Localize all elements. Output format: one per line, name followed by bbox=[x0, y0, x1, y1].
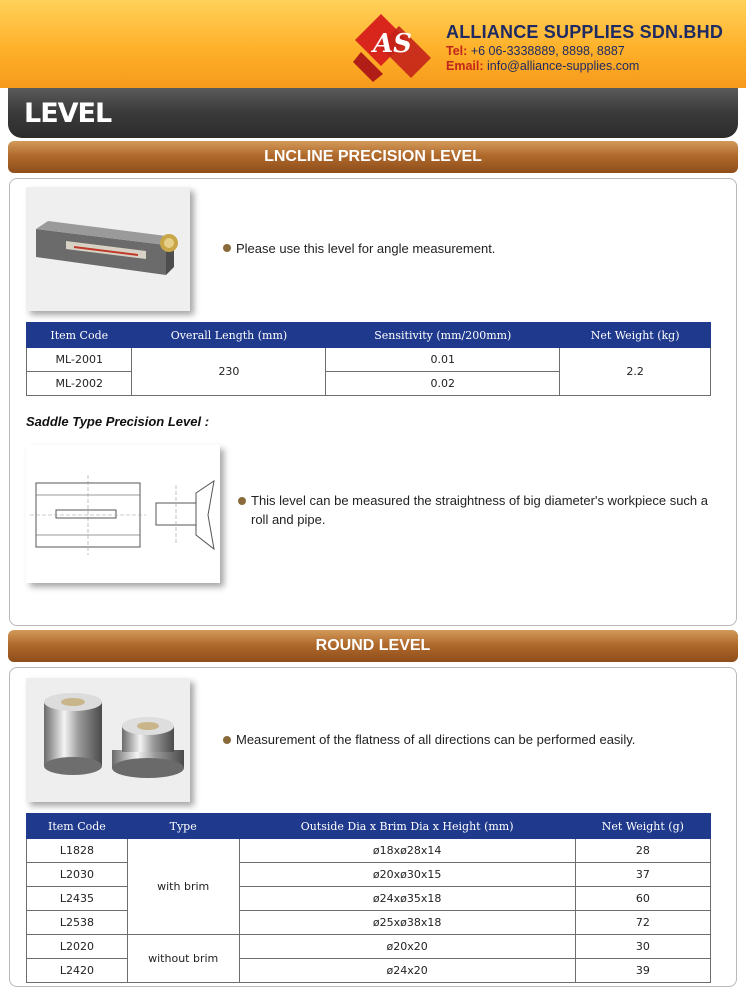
dims-cell: ø24xø35x18 bbox=[239, 887, 575, 911]
col-overall-length: Overall Length (mm) bbox=[132, 323, 326, 348]
col-net-weight: Net Weight (kg) bbox=[560, 323, 711, 348]
table-row bbox=[27, 839, 711, 863]
bullet-dot bbox=[238, 497, 246, 505]
company-logo bbox=[353, 12, 437, 82]
item-code-cell: L1828 bbox=[27, 839, 128, 863]
table-header-row bbox=[27, 323, 711, 348]
type-cell: with brim bbox=[127, 839, 239, 935]
weight-cell: 37 bbox=[575, 863, 710, 887]
dims-cell: ø20x20 bbox=[239, 935, 575, 959]
col-dimensions: Outside Dia x Brim Dia x Height (mm) bbox=[239, 814, 575, 839]
item-code-cell: ML-2001 bbox=[27, 348, 132, 372]
dims-cell: ø20xø30x15 bbox=[239, 863, 575, 887]
dims-cell: ø25xø38x18 bbox=[239, 911, 575, 935]
contact-email bbox=[446, 59, 639, 73]
col-item-code: Item Code bbox=[27, 814, 128, 839]
sensitivity-cell: 0.01 bbox=[326, 348, 560, 372]
dims-cell: ø18xø28x14 bbox=[239, 839, 575, 863]
item-code-cell: L2020 bbox=[27, 935, 128, 959]
logo-text: AS bbox=[373, 29, 412, 59]
incline-level-photo bbox=[26, 187, 190, 311]
round-level-photo bbox=[26, 678, 190, 802]
length-cell: 230 bbox=[132, 348, 326, 396]
section-title-incline: LNCLINE PRECISION LEVEL bbox=[8, 141, 738, 173]
type-cell: without brim bbox=[127, 935, 239, 983]
email-label: Email: bbox=[446, 59, 484, 73]
tel-value: +6 06-3338889, 8898, 8887 bbox=[470, 44, 625, 58]
sensitivity-cell: 0.02 bbox=[326, 372, 560, 396]
table-row bbox=[27, 935, 711, 959]
item-code-cell: ML-2002 bbox=[27, 372, 132, 396]
weight-cell: 72 bbox=[575, 911, 710, 935]
item-code-cell: L2030 bbox=[27, 863, 128, 887]
saddle-type-title: Saddle Type Precision Level : bbox=[26, 414, 210, 429]
weight-cell: 30 bbox=[575, 935, 710, 959]
col-sensitivity: Sensitivity (mm/200mm) bbox=[326, 323, 560, 348]
col-item-code: Item Code bbox=[27, 323, 132, 348]
bullet-dot bbox=[223, 736, 231, 744]
page-title: LEVEL bbox=[24, 98, 112, 129]
weight-cell: 39 bbox=[575, 959, 710, 983]
company-name: ALLIANCE SUPPLIES SDN.BHD bbox=[446, 22, 724, 42]
round-spec-table bbox=[26, 813, 711, 983]
page-title-bar bbox=[8, 88, 738, 138]
tel-label: Tel: bbox=[446, 44, 468, 58]
saddle-level-drawing bbox=[26, 445, 220, 583]
incline-spec-table bbox=[26, 322, 711, 396]
weight-cell: 28 bbox=[575, 839, 710, 863]
table-row bbox=[27, 348, 711, 372]
col-net-weight: Net Weight (g) bbox=[575, 814, 710, 839]
item-code-cell: L2435 bbox=[27, 887, 128, 911]
item-code-cell: L2420 bbox=[27, 959, 128, 983]
item-code-cell: L2538 bbox=[27, 911, 128, 935]
round-description: Measurement of the flatness of all directions can be performed easily. bbox=[236, 732, 636, 747]
contact-tel bbox=[446, 44, 625, 58]
dims-cell: ø24x20 bbox=[239, 959, 575, 983]
saddle-description: This level can be measured the straightness of big diameter's workpiece such a roll and pipe. bbox=[251, 493, 708, 527]
bullet-dot bbox=[223, 244, 231, 252]
table-header-row bbox=[27, 814, 711, 839]
weight-cell: 60 bbox=[575, 887, 710, 911]
incline-description: Please use this level for angle measurement. bbox=[236, 241, 496, 256]
page-header bbox=[0, 0, 746, 88]
section-title-round: ROUND LEVEL bbox=[8, 630, 738, 662]
weight-cell: 2.2 bbox=[560, 348, 711, 396]
email-value: info@alliance-supplies.com bbox=[487, 59, 640, 73]
col-type: Type bbox=[127, 814, 239, 839]
